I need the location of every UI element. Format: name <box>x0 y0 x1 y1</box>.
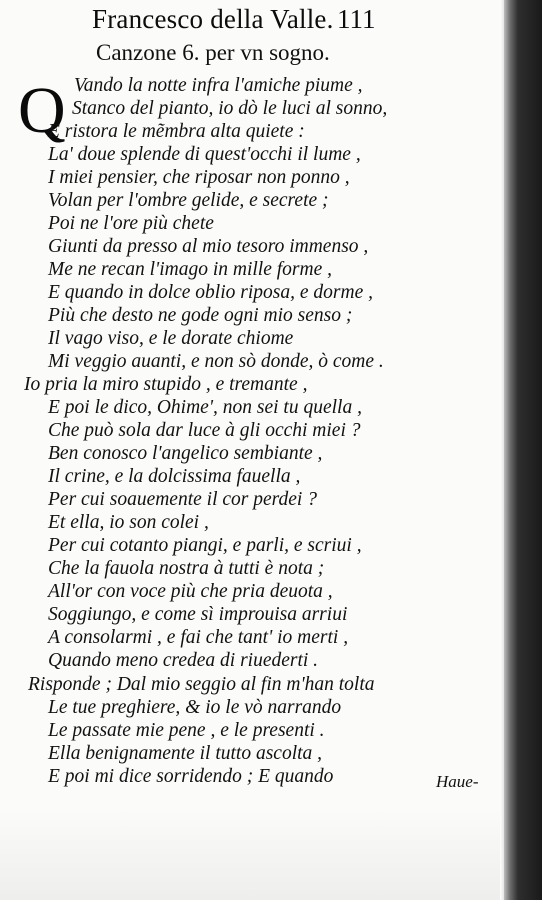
author-header: Francesco della Valle. <box>92 4 334 34</box>
verse-line: Mi veggio auanti, e non sò donde, ò come . <box>48 351 384 372</box>
verse-line: Che la fauola nostra à tutti è nota ; <box>48 558 325 579</box>
verse-line: I miei pensier, che riposar non ponno , <box>48 167 350 188</box>
page-number: 111 <box>337 4 376 34</box>
verse-line: Vando la notte infra l'amiche piume , <box>74 75 363 96</box>
poem-title: Canzone 6. per vn sogno. <box>96 40 330 65</box>
verse-line: Il vago viso, e le dorate chiome <box>48 328 294 349</box>
verse-line: Per cui soauemente il cor perdei ? <box>48 489 317 510</box>
running-head <box>0 4 504 40</box>
verse-line: Più che desto ne gode ogni mio senso ; <box>48 305 353 326</box>
catchword: Haue- <box>436 772 479 791</box>
verse-line: Giunti da presso al mio tesoro immenso , <box>48 236 369 257</box>
verse-line: Ella benignamente il tutto ascolta , <box>48 743 323 764</box>
verse-line: Me ne recan l'imago in mille forme , <box>48 259 332 280</box>
verse-line: Io pria la miro stupido , e tremante , <box>24 374 308 395</box>
verse-line: E quando in dolce oblio riposa, e dorme , <box>48 282 373 303</box>
verse-line: E poi mi dice sorridendo ; E quando <box>48 766 334 787</box>
drop-cap: Q <box>18 74 66 147</box>
verse-line: Il crine, e la dolcissima fauella , <box>48 466 301 487</box>
page-bottom-margin <box>0 810 504 900</box>
verse-line: Per cui cotanto piangi, e parli, e scriui , <box>48 535 362 556</box>
verse-line: Le passate mie pene , e le presenti . <box>48 720 325 741</box>
verse-line: A consolarmi , e fai che tant' io merti , <box>48 627 349 648</box>
verse-line: Quando meno credea di riuederti . <box>48 650 319 671</box>
verse-line: Poi ne l'ore più chete <box>48 213 214 234</box>
verse-line: La' doue splende di quest'occhi il lume , <box>48 144 361 165</box>
verse-line: Risponde ; Dal mio seggio al fin m'han tolta <box>28 674 375 695</box>
verse-line: E ristora le mẽmbra alta quiete : <box>48 121 305 142</box>
verse-line: Soggiungo, e come sì improuisa arriui <box>48 604 348 625</box>
verse-line: Che può sola dar luce à gli occhi miei ? <box>48 420 361 441</box>
verse-line: E poi le dico, Ohime', non sei tu quella , <box>48 397 362 418</box>
verse-line: Le tue preghiere, & io le vò narrando <box>48 697 342 718</box>
verse-line: Stanco del pianto, io dò le luci al sonno, <box>72 98 388 119</box>
verse-line: All'or con voce più che pria deuota , <box>48 581 333 602</box>
verse-line: Et ella, io son colei , <box>48 512 209 533</box>
binding-gutter <box>504 0 542 900</box>
verse-line: Volan per l'ombre gelide, e secrete ; <box>48 190 329 211</box>
verse-line: Ben conosco l'angelico sembiante , <box>48 443 323 464</box>
